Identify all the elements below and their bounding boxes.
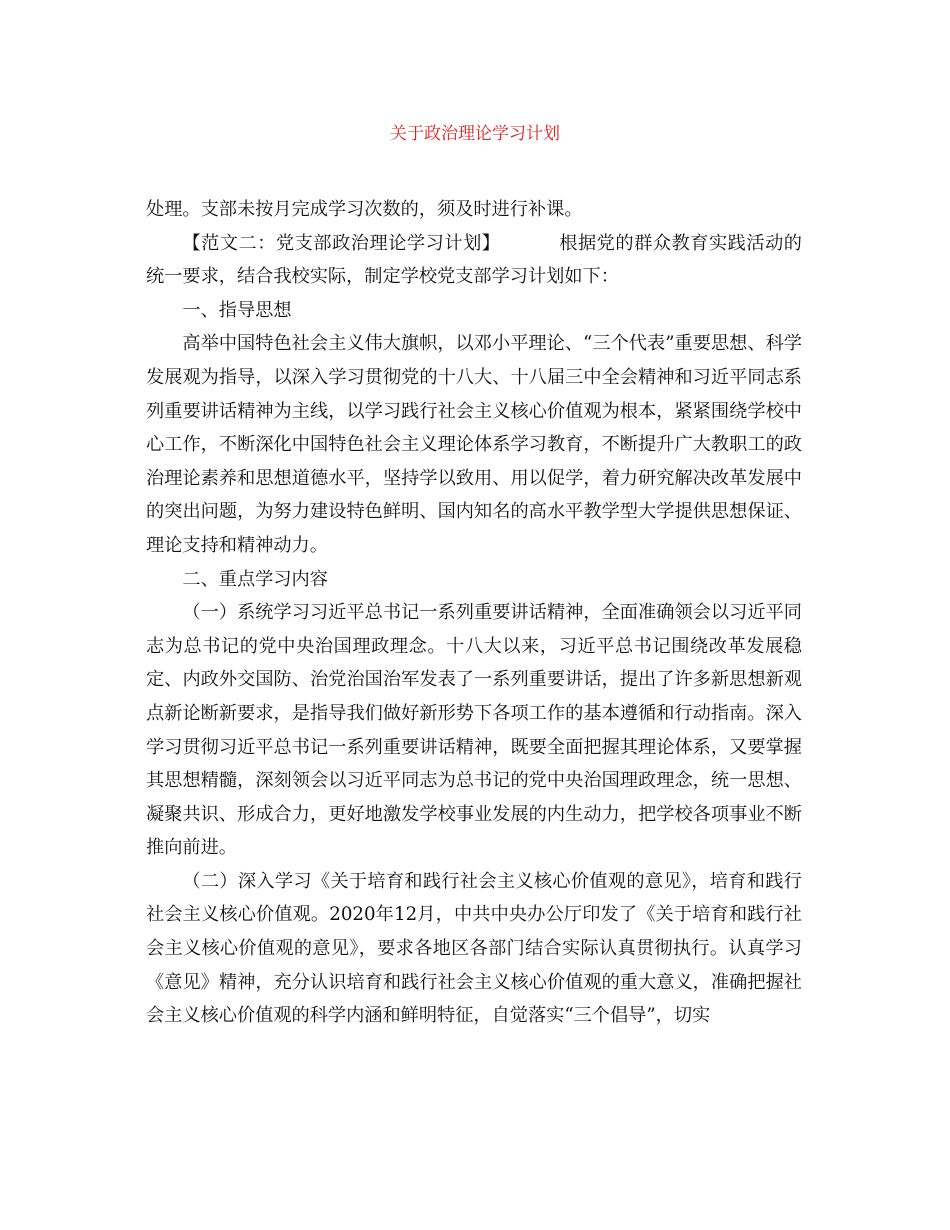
paragraph-continuation: 处理。支部未按月完成学习次数的，须及时进行补课。 [146, 199, 583, 220]
section-heading-guiding-thought: 一、指导思想 [182, 299, 292, 321]
section-heading-key-content: 二、重点学习内容 [182, 568, 328, 590]
sample-heading: 【范文二：党支部政治理论学习计划】 [182, 232, 501, 254]
paragraph-item-two: （二）深入学习《关于培育和践行社会主义核心价值观的意见》，培育和践行社会主义核心价值观。2020年12月，中共中央办公厅印发了《关于培育和践行社会主义核心价值观的意见》，要求各地区各部门结合实际认真贯彻执行。认真学习《意见》精神，充分认识培育和践行社会主义核心价值观的重大意义，准确把握社会主义核心价值观的科学内涵和鲜明特征，自觉落实“三个倡导”，切实 [146, 870, 802, 1027]
paragraph-sample-two [146, 227, 802, 294]
paragraph-guiding-thought: 高举中国特色社会主义伟大旗帜，以邓小平理论、“三个代表”重要思想、科学发展观为指导，以深入学习贯彻党的十八大、十八届三中全会精神和习近平同志系列重要讲话精神为主线，以学习践行社会主义核心价值观为根本，紧紧围绕学校中心工作，不断深化中国特色社会主义理论体系学习教育，不断提升广大教职工的政治理论素养和思想道德水平，坚持学以致用、用以促学，着力研究解决改革发展中的突出问题，为努力建设特色鲜明、国内知名的高水平教学型大学提供思想保证、理论支持和精神动力。 [146, 333, 802, 556]
paragraph-item-one: （一）系统学习习近平总书记一系列重要讲话精神，全面准确领会以习近平同志为总书记的党中央治国理政理念。十八大以来，习近平总书记围绕改革发展稳定、内政外交国防、治党治国治军发表了一系列重要讲话，提出了许多新思想新观点新论断新要求，是指导我们做好新形势下各项工作的基本遵循和行动指南。深入学习贯彻习近平总书记一系列重要讲话精神，既要全面把握其理论体系，又要掌握其思想精髓，深刻领会以习近平同志为总书记的党中央治国理政理念，统一思想、凝聚共识、形成合力，更好地激发学校事业发展的内生动力，把学校各项事业不断推向前进。 [146, 602, 802, 859]
document-body [146, 193, 802, 1033]
document-title: 关于政治理论学习计划 [390, 124, 560, 144]
sample-intro: 根据党的群众教育实践活动的统一要求，结合我校实际，制定学校党支部学习计划如下： [146, 232, 802, 288]
